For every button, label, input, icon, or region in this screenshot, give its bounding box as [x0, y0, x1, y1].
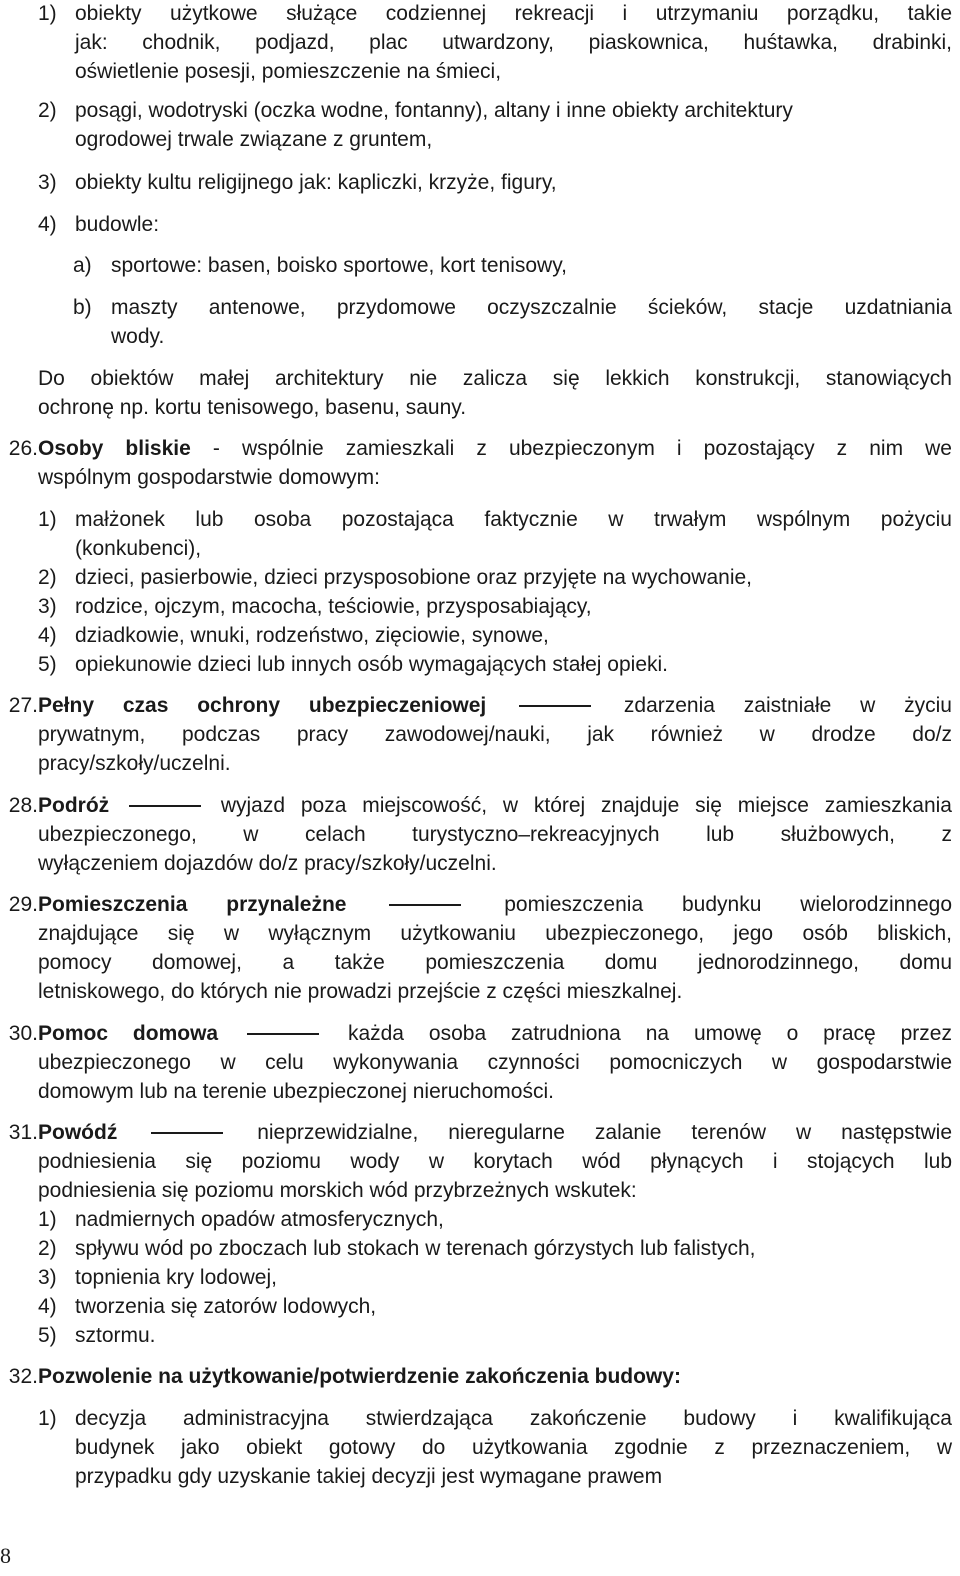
- definition-term: Podróż: [38, 794, 110, 817]
- list-text-line: ogrodowej trwale związane z gruntem,: [75, 128, 433, 151]
- note-paragraph-line: ochronę np. kortu tenisowego, basenu, sauny.: [38, 396, 467, 419]
- definition-text-line: podniesienia się poziomu morskich wód przybrzeżnych wskutek:: [38, 1179, 637, 1202]
- sub-list-letter: b): [73, 296, 92, 319]
- list-number: 1): [38, 2, 57, 25]
- em-dash: [151, 1132, 223, 1134]
- list-text-line: topnienia kry lodowej,: [75, 1266, 277, 1289]
- definition-first-line: [38, 434, 952, 463]
- em-dash: [247, 1033, 319, 1035]
- list-number: 1): [38, 1407, 57, 1430]
- definition-text-line: wyłączeniem dojazdów do/z pracy/szkoły/uczelni.: [38, 852, 497, 875]
- definition-number: 28.: [8, 794, 38, 817]
- list-text-line: przypadku gdy uzyskanie takiej decyzji jest wymagane prawem: [75, 1465, 663, 1488]
- list-text-line: nadmiernych opadów atmosferycznych,: [75, 1208, 444, 1231]
- list-text-line: budynek jako obiekt gotowy do użytkowania zgodnie z przeznaczeniem, w: [75, 1436, 952, 1459]
- list-text-line: sportowe: basen, boisko sportowe, kort tenisowy,: [111, 254, 568, 277]
- definition-number: 27.: [8, 694, 38, 717]
- definition-first-line: [38, 1362, 952, 1391]
- definition-text-line: pomocy domowej, a także pomieszczenia domu jednorodzinnego, domu: [38, 951, 952, 974]
- list-number: 4): [38, 1295, 57, 1318]
- list-text-line: tworzenia się zatorów lodowych,: [75, 1295, 377, 1318]
- em-dash: [129, 805, 201, 807]
- definition-first-line: [38, 1118, 952, 1147]
- list-text-line: decyzja administracyjna stwierdzająca zakończenie budowy i kwalifikująca: [75, 1407, 952, 1430]
- document-page: [8, 0, 953, 1576]
- list-text-line: (konkubenci),: [75, 537, 202, 560]
- list-number: 4): [38, 624, 57, 647]
- sub-list-letter: a): [73, 254, 92, 277]
- definition-term: Osoby bliskie: [38, 437, 191, 460]
- list-text-line: wody.: [111, 325, 165, 348]
- definition-first-line: [38, 1019, 952, 1048]
- definition-text: każda osoba zatrudniona na umowę o pracę przez: [347, 1022, 952, 1045]
- list-number: 2): [38, 566, 57, 589]
- list-text-line: budowle:: [75, 213, 160, 236]
- em-dash: [389, 904, 461, 906]
- list-text-line: sztormu.: [75, 1324, 156, 1347]
- list-text-line: obiekty kultu religijnego jak: kapliczki, krzyże, figury,: [75, 171, 557, 194]
- definition-text-line: znajdujące się w wyłącznym użytkowaniu ubezpieczonego, jego osób bliskich,: [38, 922, 952, 945]
- list-text-line: dzieci, pasierbowie, dzieci przysposobione oraz przyjęte na wychowanie,: [75, 566, 753, 589]
- list-number: 1): [38, 508, 57, 531]
- list-number: 3): [38, 171, 57, 194]
- list-text-line: posągi, wodotryski (oczka wodne, fontanny), altany i inne obiekty architektury: [75, 99, 793, 122]
- definition-number: 26.: [8, 437, 38, 460]
- note-paragraph-line: Do obiektów małej architektury nie zalicza się lekkich konstrukcji, stanowiących: [38, 367, 952, 390]
- definition-term: Pomieszczenia przynależne: [38, 893, 347, 916]
- definition-term: Pomoc domowa: [38, 1022, 219, 1045]
- definition-text-line: ubezpieczonego w celu wykonywania czynności pomocniczych w gospodarstwie: [38, 1051, 952, 1074]
- definition-text: - wspólnie zamieszkali z ubezpieczonym i pozostający z nim we: [212, 437, 952, 460]
- list-text-line: oświetlenie posesji, pomieszczenie na śmieci,: [75, 60, 502, 83]
- list-number: 3): [38, 595, 57, 618]
- definition-text-line: podniesienia się poziomu wody w korytach wód płynących i stojących lub: [38, 1150, 952, 1173]
- definition-text: nieprzewidzialne, nieregularne zalanie terenów w następstwie: [257, 1121, 952, 1144]
- definition-text: zdarzenia zaistniałe w życiu: [623, 694, 952, 717]
- list-text-line: maszty antenowe, przydomowe oczyszczalnie ścieków, stacje uzdatniania: [111, 296, 952, 319]
- definition-first-line: [38, 890, 952, 919]
- definition-first-line: [38, 691, 952, 720]
- definition-text: wyjazd poza miejscowość, w której znajduje się miejsce zamieszkania: [220, 794, 952, 817]
- list-text-line: jak: chodnik, podjazd, plac utwardzony, piaskownica, huśtawka, drabinki,: [75, 31, 952, 54]
- list-text-line: spływu wód po zboczach lub stokach w terenach górzystych lub falistych,: [75, 1237, 756, 1260]
- list-number: 5): [38, 1324, 57, 1347]
- list-number: 5): [38, 653, 57, 676]
- definition-text-line: ubezpieczonego, w celach turystyczno–rekreacyjnych lub służbowych, z: [38, 823, 952, 846]
- list-text-line: rodzice, ojczym, macocha, teściowie, przysposabiający,: [75, 595, 592, 618]
- definition-number: 31.: [8, 1121, 38, 1144]
- list-text-line: dziadkowie, wnuki, rodzeństwo, zięciowie, synowe,: [75, 624, 549, 647]
- list-number: 2): [38, 99, 57, 122]
- list-text-line: małżonek lub osoba pozostająca faktycznie w trwałym wspólnym pożyciu: [75, 508, 952, 531]
- definition-text: pomieszczenia budynku wielorodzinnego: [504, 893, 953, 916]
- definition-text-line: prywatnym, podczas pracy zawodowej/nauki, jak również w drodze do/z: [38, 723, 952, 746]
- em-dash: [519, 705, 591, 707]
- definition-term: Powódź: [38, 1121, 118, 1144]
- definition-text-line: wspólnym gospodarstwie domowym:: [38, 466, 380, 489]
- definition-term: Pozwolenie na użytkowanie/potwierdzenie zakończenia budowy:: [38, 1365, 681, 1388]
- list-number: 3): [38, 1266, 57, 1289]
- list-number: 1): [38, 1208, 57, 1231]
- definition-number: 29.: [8, 893, 38, 916]
- definition-text-line: pracy/szkoły/uczelni.: [38, 752, 231, 775]
- list-text-line: obiekty użytkowe służące codziennej rekreacji i utrzymaniu porządku, takie: [75, 2, 952, 25]
- definition-term: Pełny czas ochrony ubezpieczeniowej: [38, 694, 487, 717]
- page-number: 8: [0, 1543, 11, 1568]
- definition-number: 30.: [8, 1022, 38, 1045]
- list-number: 2): [38, 1237, 57, 1260]
- list-number: 4): [38, 213, 57, 236]
- definition-text-line: domowym lub na terenie ubezpieczonej nieruchomości.: [38, 1080, 554, 1103]
- definition-number: 32.: [8, 1365, 38, 1388]
- definition-text-line: letniskowego, do których nie prowadzi przejście z części mieszkalnej.: [38, 980, 683, 1003]
- definition-first-line: [38, 791, 952, 820]
- list-text-line: opiekunowie dzieci lub innych osób wymagających stałej opieki.: [75, 653, 668, 676]
